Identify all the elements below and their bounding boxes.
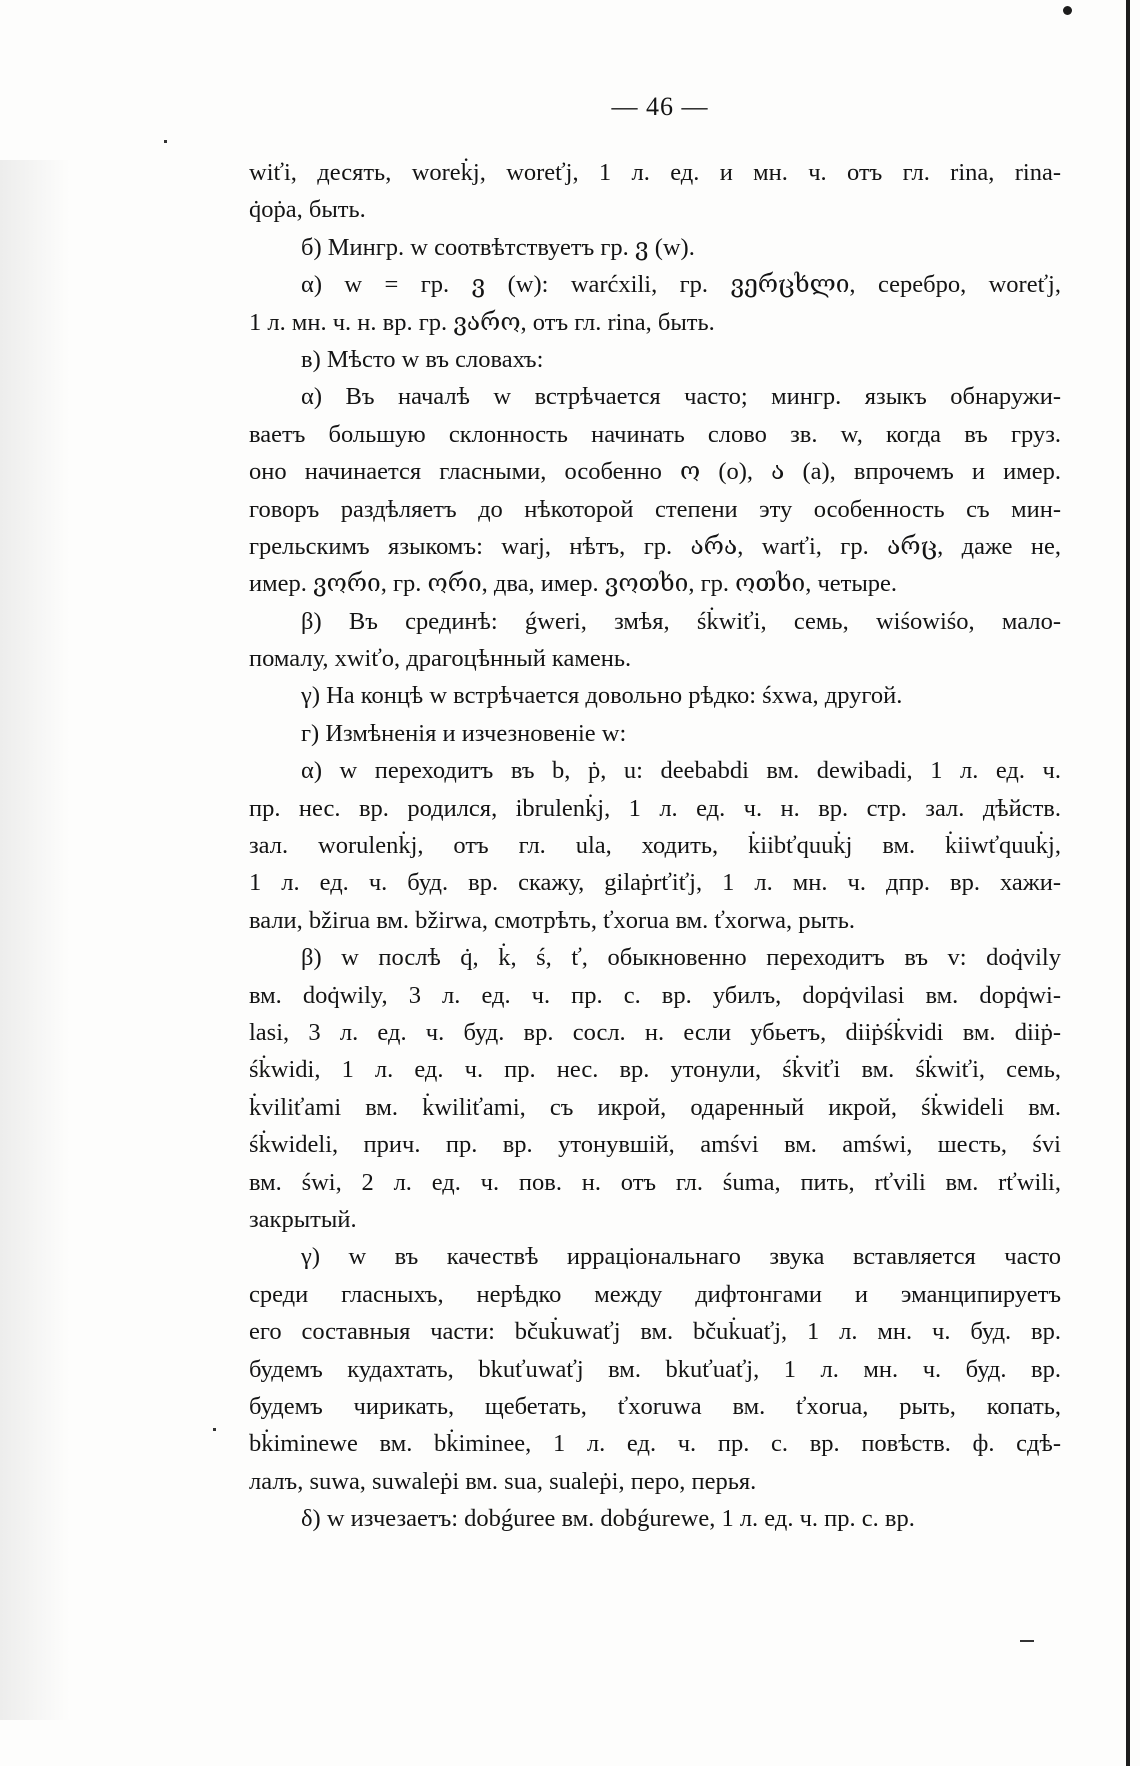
text-line: г) Измѣненія и изчезновеніе w: (301, 719, 627, 747)
text-line: α) Въ началѣ w встрѣчается часто; мингр. языкъ обнаружи- (301, 383, 1061, 411)
text-line: lasi, 3 л. ед. ч. буд. вр. сосл. н. если убьетъ, diiṗśk̇vidi вм. diiṗ- (249, 1018, 1061, 1046)
scan-speck (213, 1428, 216, 1431)
page-number: — 46 — (611, 92, 709, 121)
body-text (249, 154, 1061, 1537)
text-line: имер. ვორი, гр. ორი, два, имер. ვოთხი, гр. ოთხი, четыре. (249, 570, 898, 598)
text-line: вм. św‌i, 2 л. ед. ч. пов. н. отъ гл. śuma, пить, rťvili вм. rťwili, (249, 1168, 1061, 1196)
text-line: bk̇iminewe вм. bk̇iminee, 1 л. ед. ч. пр. с. вр. повѣств. ф. сдѣ- (249, 1430, 1061, 1458)
text-line: пр. нес. вр. родился, ibrulenk̇j, 1 л. ед. ч. н. вр. стр. зал. дѣйств. (249, 794, 1061, 822)
text-line: α) w = гр. ვ (w): warćxili, гр. ვერცხლი, серебро, woreťj, (301, 271, 1061, 299)
text-line: среди гласныхъ, нерѣдко между дифтонгами и эманципируетъ (249, 1280, 1061, 1308)
text-line: 1 л. мн. ч. н. вр. гр. ვარო, отъ гл. rina, быть. (249, 308, 715, 336)
scan-speck (1020, 1640, 1034, 1642)
text-line: γ) w въ качествѣ ирраціональнаго звука вставляется часто (301, 1243, 1061, 1271)
text-line: β) w послѣ q̇, k̇, ś, ť, обыкновенно переходитъ въ v: doq̇vily (301, 944, 1061, 972)
text-line: ваетъ большую склонность начинать слово зв. w, когда въ груз. (249, 420, 1061, 448)
text-line: зал. worulenk̇j, отъ гл. ula, ходить, k̇iibťquuk̇j вм. k̇iiwťquuk̇j, (249, 832, 1061, 860)
text-line: в) Мѣсто w въ словахъ: (301, 345, 544, 373)
text-line: β) Въ срединѣ: ǵweri, змѣя, śk̇wiťi, семь, wiśowiśo, мало- (301, 607, 1061, 635)
text-line: б) Мингр. w соотвѣтствуетъ гр. ვ (w). (301, 233, 695, 261)
text-line: лалъ, suwa, suwaleṗi вм. sua, sualeṗi, перо, перья. (249, 1467, 757, 1495)
text-line: δ) w изчезаетъ: dobǵuree вм. dobǵurewe, 1 л. ед. ч. пр. с. вр. (301, 1505, 915, 1533)
text-line: будемъ кудахтать, bkuťuwaťj вм. bkuťuaťj, 1 л. мн. ч. буд. вр. (249, 1355, 1061, 1383)
text-line: вм. doq̇wily, 3 л. ед. ч. пр. с. вр. убилъ, dopq̇vilasi вм. dopq̇wi- (249, 981, 1061, 1009)
text-line: wiťi, десять, worek̇j, woreťj, 1 л. ед. и мн. ч. отъ гл. rina, rina- (249, 159, 1061, 186)
text-line: śk̇widi, 1 л. ед. ч. пр. нес. вр. утонули, śk̇viťi вм. śk̇wiťi, семь, (249, 1056, 1061, 1084)
text-line: α) w переходитъ въ b, ṗ, u: deebabdi вм. dewibadi, 1 л. ед. ч. (301, 757, 1061, 785)
text-line: его составныя части: bčuk̇uwaťj вм. bčuk̇uaťj, 1 л. мн. ч. буд. вр. (249, 1318, 1061, 1346)
text-line: śk̇wideli, прич. пр. вр. утонувшій, amśvi вм. amświ, шесть, śvi (249, 1131, 1061, 1159)
scan-dot (1063, 6, 1072, 15)
text-line: будемъ чирикать, щебетать, ťxoruwa вм. ťxorua, рыть, копать, (249, 1392, 1061, 1420)
scan-speck (164, 140, 167, 143)
text-line: k̇viliťami вм. k̇wiliťami, съ икрой, одаренный икрой, śk̇wideli вм. (249, 1093, 1061, 1121)
text-line: закрытый. (249, 1205, 357, 1233)
scan-edge-shadow (0, 160, 70, 1720)
scan-right-border (1126, 0, 1130, 1766)
text-line: вали, bžirua вм. bžirwa, смотрѣть, ťxorua вм. ťxorwa, рыть. (249, 906, 856, 934)
text-line: 1 л. ед. ч. буд. вр. скажу, gilaṗrťiťj, 1 л. мн. ч. дпр. вр. хажи- (249, 869, 1061, 897)
text-line: оно начинается гласными, особенно ო (o), ა (a), впрочемъ и имер. (249, 458, 1061, 486)
text-line: q̇oṗa, быть. (249, 196, 366, 224)
text-line: γ) На концѣ w встрѣчается довольно рѣдко: śxwa, другой. (301, 682, 903, 710)
text-line: грельскимъ языкомъ: warj, нѣтъ, гр. არა, warťi, гр. არც, даже не, (249, 532, 1061, 560)
text-line: помалу, xwiťo, драгоцѣнный камень. (249, 645, 632, 673)
text-line: говоръ раздѣляетъ до нѣкоторой степени эту особенность съ мин- (249, 495, 1061, 523)
